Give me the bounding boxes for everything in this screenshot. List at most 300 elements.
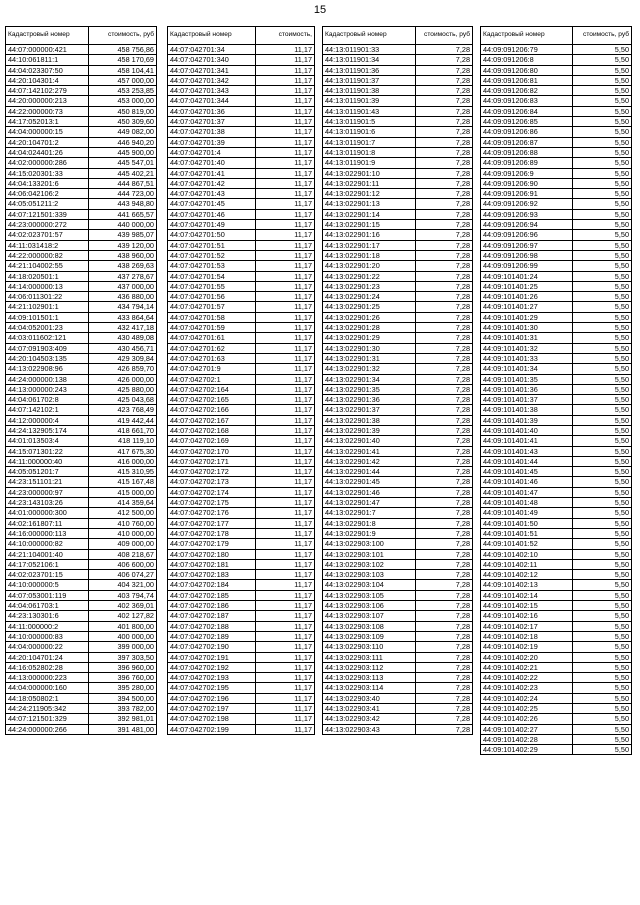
cost-cell: 11,17: [256, 199, 315, 209]
cost-cell: 5,50: [573, 642, 632, 652]
cost-cell: 11,17: [256, 137, 315, 147]
table-row: [168, 549, 315, 559]
cost-cell: 417 675,30: [89, 446, 157, 456]
cadastral-number-cell: 44:23:130301:6: [6, 611, 89, 621]
cost-cell: 394 500,00: [89, 693, 157, 703]
cost-cell: 7,28: [416, 456, 473, 466]
cost-cell: 409 000,00: [89, 539, 157, 549]
cadastral-number-cell: 44:13:022901:17: [323, 240, 416, 250]
cadastral-number-cell: 44:09:101402:24: [481, 693, 573, 703]
table-row: [323, 508, 473, 518]
cost-cell: 11,17: [256, 662, 315, 672]
cadastral-number-cell: 44:13:022901:37: [323, 405, 416, 415]
cadastral-number-cell: 44:07:042701:341: [168, 65, 256, 75]
table-row: [323, 45, 473, 55]
cadastral-number-cell: 44:13:022903:107: [323, 611, 416, 621]
cost-cell: 5,50: [573, 683, 632, 693]
table-row: [6, 240, 157, 250]
cadastral-number-cell: 44:04:024401:26: [6, 147, 89, 157]
table-row: [481, 580, 632, 590]
cost-cell: 11,17: [256, 302, 315, 312]
table-row: [168, 147, 315, 157]
cost-cell: 11,17: [256, 652, 315, 662]
cadastral-number-cell: 44:13:022901:18: [323, 250, 416, 260]
cost-cell: 5,50: [573, 240, 632, 250]
cadastral-number-cell: 44:13:022901:36: [323, 395, 416, 405]
cost-cell: 5,50: [573, 601, 632, 611]
header-cost: стоимость, руб: [416, 27, 473, 45]
table-row: [168, 590, 315, 600]
table-row: [168, 199, 315, 209]
cadastral-number-cell: 44:13:022901:25: [323, 302, 416, 312]
cost-cell: 11,17: [256, 642, 315, 652]
cost-cell: 7,28: [416, 724, 473, 734]
cadastral-number-cell: 44:13:022903:109: [323, 631, 416, 641]
cadastral-number-cell: 44:13:022901:45: [323, 477, 416, 487]
cadastral-number-cell: 44:02:000000:286: [6, 158, 89, 168]
table-row: [323, 96, 473, 106]
cost-cell: 7,28: [416, 240, 473, 250]
cadastral-number-cell: 44:22:000000:82: [6, 250, 89, 260]
cost-cell: 7,28: [416, 652, 473, 662]
table-row: [168, 220, 315, 230]
cost-cell: 11,17: [256, 498, 315, 508]
table-row: [168, 425, 315, 435]
table-row: [6, 147, 157, 157]
table-row: [323, 384, 473, 394]
table-row: [168, 673, 315, 683]
cost-cell: 7,28: [416, 539, 473, 549]
table-row: [323, 714, 473, 724]
table-row: [6, 271, 157, 281]
cost-cell: 5,50: [573, 673, 632, 683]
cost-cell: 11,17: [256, 683, 315, 693]
cost-cell: 426 000,00: [89, 374, 157, 384]
cost-cell: 11,17: [256, 353, 315, 363]
cadastral-number-cell: 44:07:042701:61: [168, 333, 256, 343]
cadastral-number-cell: 44:07:042702:172: [168, 467, 256, 477]
cost-cell: 11,17: [256, 601, 315, 611]
table-row: [168, 364, 315, 374]
table-row: [481, 292, 632, 302]
table-row: [6, 353, 157, 363]
cadastral-table-2: [167, 26, 315, 735]
cost-cell: 5,50: [573, 395, 632, 405]
cadastral-number-cell: 44:23:151101:21: [6, 477, 89, 487]
cost-cell: 429 309,84: [89, 353, 157, 363]
cost-cell: 450 819,00: [89, 106, 157, 116]
cadastral-number-cell: 44:13:022903:114: [323, 683, 416, 693]
table-row: [6, 250, 157, 260]
table-row: [168, 127, 315, 137]
table-row: [6, 549, 157, 559]
cadastral-number-cell: 44:17:052013:1: [6, 117, 89, 127]
cost-cell: 11,17: [256, 117, 315, 127]
table-row: [6, 405, 157, 415]
cost-cell: 5,50: [573, 158, 632, 168]
table-row: [6, 693, 157, 703]
table-row: [481, 518, 632, 528]
cost-cell: 5,50: [573, 631, 632, 641]
table-row: [481, 539, 632, 549]
cadastral-number-cell: 44:07:042701:45: [168, 199, 256, 209]
table-row: [168, 611, 315, 621]
cadastral-number-cell: 44:13:022901:15: [323, 220, 416, 230]
cadastral-number-cell: 44:07:042701:40: [168, 158, 256, 168]
table-row: [168, 137, 315, 147]
cadastral-number-cell: 44:20:104701:24: [6, 652, 89, 662]
cadastral-number-cell: 44:09:101402:11: [481, 559, 573, 569]
cost-cell: 5,50: [573, 724, 632, 734]
cadastral-number-cell: 44:07:121501:339: [6, 209, 89, 219]
table-row: [6, 662, 157, 672]
cadastral-number-cell: 44:20:104701:2: [6, 137, 89, 147]
cost-cell: 453 000,00: [89, 96, 157, 106]
cost-cell: 5,50: [573, 178, 632, 188]
table-row: [323, 498, 473, 508]
cadastral-number-cell: 44:07:042702:181: [168, 559, 256, 569]
table-row: [168, 333, 315, 343]
table-row: [323, 601, 473, 611]
cost-cell: 414 359,64: [89, 498, 157, 508]
cadastral-number-cell: 44:13:022901:8: [323, 518, 416, 528]
table-row: [6, 199, 157, 209]
cadastral-number-cell: 44:07:000000:421: [6, 45, 89, 55]
table-row: [481, 395, 632, 405]
cadastral-number-cell: 44:07:042702:197: [168, 704, 256, 714]
table-row: [323, 652, 473, 662]
cost-cell: 5,50: [573, 415, 632, 425]
cost-cell: 7,28: [416, 518, 473, 528]
table-row: [6, 261, 157, 271]
cadastral-number-cell: 44:09:101401:51: [481, 528, 573, 538]
cost-cell: 11,17: [256, 415, 315, 425]
cadastral-number-cell: 44:11:000000:2: [6, 621, 89, 631]
table-row: [323, 456, 473, 466]
cadastral-number-cell: 44:07:042701:50: [168, 230, 256, 240]
cost-cell: 5,50: [573, 209, 632, 219]
table-row: [323, 137, 473, 147]
table-row: [6, 343, 157, 353]
cost-cell: 7,28: [416, 384, 473, 394]
table-row: [168, 96, 315, 106]
cadastral-number-cell: 44:09:101401:50: [481, 518, 573, 528]
cadastral-number-cell: 44:09:101401:46: [481, 477, 573, 487]
table-row: [323, 168, 473, 178]
cost-cell: 5,50: [573, 456, 632, 466]
cadastral-number-cell: 44:13:022901:13: [323, 199, 416, 209]
table-row: [168, 415, 315, 425]
cadastral-number-cell: 44:09:101401:44: [481, 456, 573, 466]
table-row: [168, 446, 315, 456]
cost-cell: 5,50: [573, 518, 632, 528]
table-row: [481, 271, 632, 281]
table-row: [323, 230, 473, 240]
cadastral-number-cell: 44:09:091206:85: [481, 117, 573, 127]
cadastral-number-cell: 44:09:101402:18: [481, 631, 573, 641]
cost-cell: 5,50: [573, 292, 632, 302]
cost-cell: 5,50: [573, 498, 632, 508]
table-row: [168, 75, 315, 85]
cost-cell: 444 723,00: [89, 189, 157, 199]
table-row: [323, 250, 473, 260]
cost-cell: 5,50: [573, 704, 632, 714]
table-row: [481, 250, 632, 260]
cadastral-number-cell: 44:13:022903:108: [323, 621, 416, 631]
cost-cell: 5,50: [573, 652, 632, 662]
cost-cell: 453 253,85: [89, 86, 157, 96]
cost-cell: 5,50: [573, 65, 632, 75]
cadastral-number-cell: 44:04:000000:160: [6, 683, 89, 693]
table-row: [168, 395, 315, 405]
cadastral-number-cell: 44:13:022903:112: [323, 662, 416, 672]
table-row: [323, 446, 473, 456]
table-row: [323, 65, 473, 75]
cost-cell: 5,50: [573, 199, 632, 209]
cadastral-number-cell: 44:09:091206:88: [481, 147, 573, 157]
cadastral-number-cell: 44:09:101401:32: [481, 343, 573, 353]
cadastral-number-cell: 44:13:022901:26: [323, 312, 416, 322]
cadastral-number-cell: 44:09:101401:47: [481, 487, 573, 497]
cost-cell: 445 547,01: [89, 158, 157, 168]
cadastral-number-cell: 44:23:000000:97: [6, 487, 89, 497]
table-row: [168, 467, 315, 477]
cadastral-number-cell: 44:09:091206:9: [481, 168, 573, 178]
table-row: [481, 45, 632, 55]
cadastral-number-cell: 44:24:211905:342: [6, 704, 89, 714]
cadastral-number-cell: 44:07:042701:51: [168, 240, 256, 250]
cost-cell: 7,28: [416, 333, 473, 343]
table-row: [481, 158, 632, 168]
table-row: [168, 302, 315, 312]
table-row: [168, 683, 315, 693]
cost-cell: 7,28: [416, 683, 473, 693]
cost-cell: 11,17: [256, 45, 315, 55]
cadastral-number-cell: 44:04:061702:8: [6, 395, 89, 405]
table-row: [6, 158, 157, 168]
cadastral-number-cell: 44:05:051201:7: [6, 467, 89, 477]
cost-cell: 404 321,00: [89, 580, 157, 590]
cost-cell: 7,28: [416, 158, 473, 168]
table-row: [168, 106, 315, 116]
cadastral-number-cell: 44:09:101402:20: [481, 652, 573, 662]
cadastral-number-cell: 44:13:022903:101: [323, 549, 416, 559]
cadastral-number-cell: 44:15:071301:22: [6, 446, 89, 456]
cadastral-number-cell: 44:24:000000:138: [6, 374, 89, 384]
cost-cell: 399 000,00: [89, 642, 157, 652]
cost-cell: 11,17: [256, 487, 315, 497]
table-row: [481, 137, 632, 147]
cadastral-number-cell: 44:09:091206:81: [481, 75, 573, 85]
table-row: [6, 137, 157, 147]
table-row: [323, 271, 473, 281]
table-row: [168, 86, 315, 96]
cost-cell: 11,17: [256, 96, 315, 106]
cadastral-number-cell: 44:10:061811:1: [6, 55, 89, 65]
cadastral-number-cell: 44:07:042702:164: [168, 384, 256, 394]
table-row: [481, 343, 632, 353]
cost-cell: 5,50: [573, 147, 632, 157]
table-row: [323, 704, 473, 714]
cost-cell: 7,28: [416, 364, 473, 374]
cost-cell: 440 000,00: [89, 220, 157, 230]
cadastral-number-cell: 44:09:091206:82: [481, 86, 573, 96]
cadastral-number-cell: 44:07:042702:195: [168, 683, 256, 693]
table-row: [323, 209, 473, 219]
cost-cell: 11,17: [256, 724, 315, 734]
cadastral-number-cell: 44:07:042701:342: [168, 75, 256, 85]
cost-cell: 7,28: [416, 559, 473, 569]
header-cost: стоимость, руб: [573, 27, 632, 45]
table-row: [6, 724, 157, 734]
table-row: [168, 261, 315, 271]
cost-cell: 7,28: [416, 693, 473, 703]
table-row: [481, 590, 632, 600]
table-row: [168, 724, 315, 734]
cost-cell: 7,28: [416, 477, 473, 487]
table-row: [481, 631, 632, 641]
cadastral-number-cell: 44:09:091206:86: [481, 127, 573, 137]
cost-cell: 5,50: [573, 570, 632, 580]
table-row: [481, 642, 632, 652]
cadastral-number-cell: 44:13:022901:23: [323, 281, 416, 291]
cadastral-number-cell: 44:13:022901:40: [323, 436, 416, 446]
cadastral-number-cell: 44:07:042702:183: [168, 570, 256, 580]
cadastral-number-cell: 44:13:022901:31: [323, 353, 416, 363]
header-cadastral-number: Кадастровый номер: [6, 27, 89, 45]
cost-cell: 11,17: [256, 250, 315, 260]
cadastral-number-cell: 44:10:000000:83: [6, 631, 89, 641]
cadastral-number-cell: 44:07:042701:36: [168, 106, 256, 116]
cost-cell: 11,17: [256, 518, 315, 528]
cadastral-number-cell: 44:07:042701:38: [168, 127, 256, 137]
cost-cell: 5,50: [573, 323, 632, 333]
table-row: [6, 467, 157, 477]
cadastral-number-cell: 44:09:091206:99: [481, 261, 573, 271]
table-row: [6, 518, 157, 528]
cost-cell: 5,50: [573, 714, 632, 724]
table-row: [168, 559, 315, 569]
table-row: [323, 590, 473, 600]
cadastral-number-cell: 44:07:042701:49: [168, 220, 256, 230]
table-row: [481, 86, 632, 96]
table-row: [323, 117, 473, 127]
cadastral-number-cell: 44:07:042702:171: [168, 456, 256, 466]
cadastral-number-cell: 44:13:022903:105: [323, 590, 416, 600]
cost-cell: 7,28: [416, 621, 473, 631]
table-row: [481, 312, 632, 322]
cost-cell: 7,28: [416, 642, 473, 652]
cost-cell: 11,17: [256, 312, 315, 322]
cadastral-number-cell: 44:09:101402:23: [481, 683, 573, 693]
cadastral-number-cell: 44:02:023701:57: [6, 230, 89, 240]
table-row: [323, 621, 473, 631]
table-row: [6, 86, 157, 96]
table-row: [6, 436, 157, 446]
table-row: [6, 704, 157, 714]
cost-cell: 408 218,67: [89, 549, 157, 559]
cadastral-number-cell: 44:13:022901:7: [323, 508, 416, 518]
table-row: [481, 745, 632, 755]
cadastral-number-cell: 44:15:020301:33: [6, 168, 89, 178]
cost-cell: 7,28: [416, 528, 473, 538]
cost-cell: 415 167,48: [89, 477, 157, 487]
cadastral-number-cell: 44:07:042702:166: [168, 405, 256, 415]
table-row: [323, 425, 473, 435]
cost-cell: 11,17: [256, 178, 315, 188]
table-row: [168, 693, 315, 703]
cost-cell: 7,28: [416, 353, 473, 363]
cadastral-number-cell: 44:09:091206:96: [481, 230, 573, 240]
cost-cell: 412 500,00: [89, 508, 157, 518]
cadastral-number-cell: 44:13:022901:28: [323, 323, 416, 333]
cadastral-number-cell: 44:13:011901:36: [323, 65, 416, 75]
table-row: [168, 281, 315, 291]
cost-cell: 5,50: [573, 261, 632, 271]
cadastral-number-cell: 44:07:042701:56: [168, 292, 256, 302]
table-row: [168, 621, 315, 631]
cost-cell: 11,17: [256, 127, 315, 137]
cadastral-number-cell: 44:13:011901:7: [323, 137, 416, 147]
cost-cell: 5,50: [573, 302, 632, 312]
cost-cell: 5,50: [573, 374, 632, 384]
cost-cell: 11,17: [256, 395, 315, 405]
cadastral-number-cell: 44:13:022903:113: [323, 673, 416, 683]
table-row: [168, 312, 315, 322]
cost-cell: 7,28: [416, 549, 473, 559]
table-row: [6, 45, 157, 55]
table-row: [323, 395, 473, 405]
cadastral-number-cell: 44:09:101401:29: [481, 312, 573, 322]
cost-cell: 406 074,27: [89, 570, 157, 580]
cost-cell: 403 794,74: [89, 590, 157, 600]
table-row: [481, 425, 632, 435]
cadastral-number-cell: 44:04:061703:1: [6, 601, 89, 611]
cadastral-number-cell: 44:13:022901:35: [323, 384, 416, 394]
cadastral-number-cell: 44:13:022903:40: [323, 693, 416, 703]
cost-cell: 7,28: [416, 75, 473, 85]
cadastral-number-cell: 44:09:091206:94: [481, 220, 573, 230]
cost-cell: 11,17: [256, 704, 315, 714]
cost-cell: 7,28: [416, 168, 473, 178]
cost-cell: 5,50: [573, 343, 632, 353]
table-row: [481, 261, 632, 271]
cost-cell: 7,28: [416, 55, 473, 65]
cadastral-number-cell: 44:09:101401:45: [481, 467, 573, 477]
cost-cell: 5,50: [573, 467, 632, 477]
table-row: [481, 611, 632, 621]
cost-cell: 11,17: [256, 539, 315, 549]
table-row: [323, 106, 473, 116]
cost-cell: 5,50: [573, 75, 632, 85]
cost-cell: 446 940,20: [89, 137, 157, 147]
table-row: [168, 631, 315, 641]
cost-cell: 402 369,01: [89, 601, 157, 611]
cadastral-table-3: [322, 26, 473, 735]
cost-cell: 7,28: [416, 673, 473, 683]
cost-cell: 11,17: [256, 189, 315, 199]
cadastral-number-cell: 44:11:031418:2: [6, 240, 89, 250]
table-row: [481, 487, 632, 497]
table-row: [481, 405, 632, 415]
cadastral-number-cell: 44:07:042702:165: [168, 395, 256, 405]
cadastral-number-cell: 44:06:042106:2: [6, 189, 89, 199]
table-row: [168, 436, 315, 446]
cost-cell: 5,50: [573, 271, 632, 281]
table-row: [168, 508, 315, 518]
cadastral-number-cell: 44:09:101401:40: [481, 425, 573, 435]
table-row: [323, 642, 473, 652]
